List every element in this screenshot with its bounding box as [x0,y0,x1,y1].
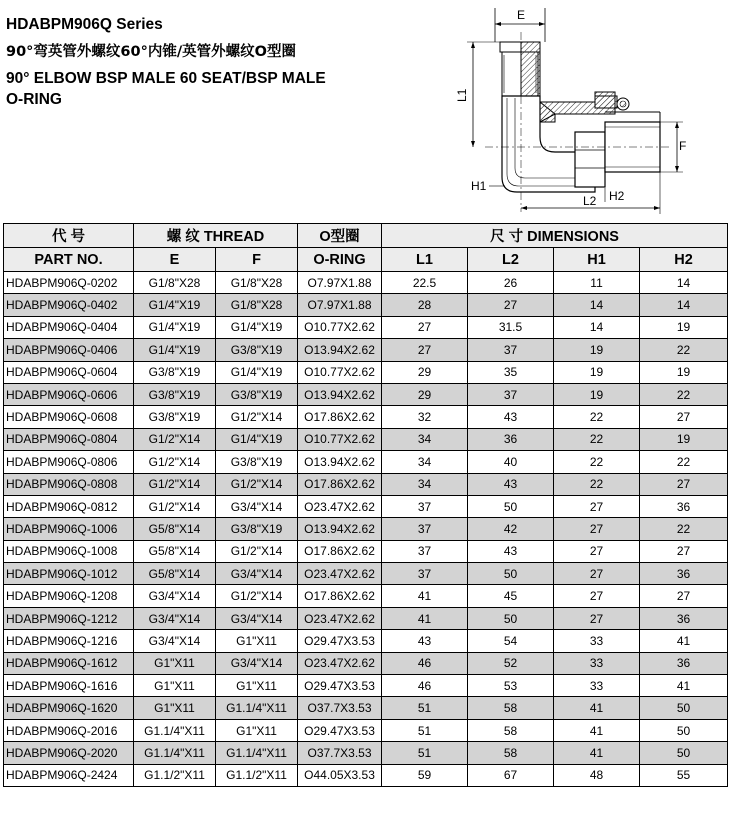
cell-thread-f: G1/8"X28 [216,272,298,294]
cell-h2: 27 [640,473,728,495]
cell-l2: 36 [468,428,554,450]
cell-thread-e: G1/2"X14 [134,473,216,495]
cell-thread-f: G1/2"X14 [216,540,298,562]
cell-part-no: HDABPM906Q-0812 [4,495,134,517]
cell-thread-e: G1/4"X19 [134,316,216,338]
cell-l1: 46 [382,675,468,697]
cell-l1: 22.5 [382,272,468,294]
dim-label-f: F [679,139,687,153]
cell-o-ring: O23.47X2.62 [298,652,382,674]
cell-thread-f: G1.1/2"X11 [216,764,298,786]
cell-h2: 55 [640,764,728,786]
header-h2: H2 [640,248,728,272]
header-row-1 [4,224,728,248]
table-row [4,585,728,607]
cell-l1: 29 [382,361,468,383]
cell-h1: 22 [554,451,640,473]
header-part-cn: 代 号 [4,224,134,248]
table-row [4,316,728,338]
cell-part-no: HDABPM906Q-1006 [4,518,134,540]
cell-part-no: HDABPM906Q-2016 [4,719,134,741]
cell-part-no: HDABPM906Q-0604 [4,361,134,383]
dim-label-h1: H1 [471,179,487,193]
header-e: E [134,248,216,272]
cell-l1: 27 [382,316,468,338]
cell-thread-e: G1.1/4"X11 [134,719,216,741]
cell-o-ring: O7.97X1.88 [298,272,382,294]
header-dimensions: 尺 寸 DIMENSIONS [382,224,728,248]
cell-h2: 22 [640,518,728,540]
cell-h2: 36 [640,563,728,585]
table-row [4,495,728,517]
cell-l2: 35 [468,361,554,383]
cell-part-no: HDABPM906Q-1612 [4,652,134,674]
cell-thread-e: G1.1/4"X11 [134,742,216,764]
cell-thread-f: G1/2"X14 [216,473,298,495]
cell-o-ring: O37.7X3.53 [298,697,382,719]
cell-o-ring: O13.94X2.62 [298,518,382,540]
cell-o-ring: O23.47X2.62 [298,607,382,629]
cell-part-no: HDABPM906Q-1212 [4,607,134,629]
cell-part-no: HDABPM906Q-0608 [4,406,134,428]
cell-thread-e: G1.1/2"X11 [134,764,216,786]
cell-l1: 51 [382,719,468,741]
dim-label-l1: L1 [455,88,469,102]
table-row [4,563,728,585]
cell-h1: 27 [554,585,640,607]
cell-thread-e: G3/4"X14 [134,630,216,652]
cell-l2: 45 [468,585,554,607]
cell-thread-f: G3/8"X19 [216,518,298,540]
cell-thread-e: G1/2"X14 [134,495,216,517]
cell-h2: 22 [640,383,728,405]
table-row [4,540,728,562]
cell-thread-f: G3/8"X19 [216,383,298,405]
cell-h2: 50 [640,697,728,719]
cell-thread-e: G3/4"X14 [134,607,216,629]
cell-thread-f: G3/4"X14 [216,563,298,585]
table-row [4,339,728,361]
cell-l2: 58 [468,719,554,741]
cell-l1: 28 [382,294,468,316]
cell-l2: 58 [468,697,554,719]
cell-thread-e: G3/8"X19 [134,383,216,405]
cell-part-no: HDABPM906Q-0406 [4,339,134,361]
cell-h2: 14 [640,272,728,294]
cell-part-no: HDABPM906Q-0804 [4,428,134,450]
table-row [4,406,728,428]
table-row [4,675,728,697]
cell-o-ring: O7.97X1.88 [298,294,382,316]
cell-thread-f: G1"X11 [216,630,298,652]
table-row [4,451,728,473]
cell-o-ring: O10.77X2.62 [298,316,382,338]
cell-l2: 43 [468,473,554,495]
header-row-2 [4,248,728,272]
cell-h1: 33 [554,652,640,674]
cell-h2: 50 [640,742,728,764]
cell-part-no: HDABPM906Q-2424 [4,764,134,786]
table-row [4,742,728,764]
cell-thread-e: G1/4"X19 [134,339,216,361]
cell-part-no: HDABPM906Q-0404 [4,316,134,338]
cell-h2: 19 [640,428,728,450]
cell-thread-f: G3/4"X14 [216,607,298,629]
cell-thread-e: G5/8"X14 [134,540,216,562]
cell-l1: 37 [382,563,468,585]
cell-thread-f: G1/4"X19 [216,428,298,450]
cell-l2: 50 [468,563,554,585]
cell-h2: 19 [640,361,728,383]
header-part-en: PART NO. [4,248,134,272]
cell-h2: 14 [640,294,728,316]
cell-part-no: HDABPM906Q-0808 [4,473,134,495]
header-oring: O-RING [298,248,382,272]
cell-l1: 51 [382,697,468,719]
dim-label-h2: H2 [609,189,625,203]
cell-h2: 36 [640,495,728,517]
table-body [4,272,728,787]
cell-o-ring: O23.47X2.62 [298,563,382,585]
cell-l2: 52 [468,652,554,674]
cell-part-no: HDABPM906Q-1208 [4,585,134,607]
cell-part-no: HDABPM906Q-0402 [4,294,134,316]
table-row [4,272,728,294]
cell-l1: 29 [382,383,468,405]
cell-l2: 42 [468,518,554,540]
cell-l1: 41 [382,585,468,607]
cell-l2: 50 [468,607,554,629]
cell-part-no: HDABPM906Q-2020 [4,742,134,764]
cell-l1: 34 [382,428,468,450]
cell-l1: 37 [382,540,468,562]
cell-thread-f: G1/4"X19 [216,361,298,383]
cell-h1: 33 [554,630,640,652]
cell-thread-f: G3/4"X14 [216,495,298,517]
cell-h2: 41 [640,630,728,652]
cell-l2: 54 [468,630,554,652]
cell-l2: 27 [468,294,554,316]
cell-thread-e: G3/4"X14 [134,585,216,607]
table-row [4,383,728,405]
cell-h2: 41 [640,675,728,697]
header-l1: L1 [382,248,468,272]
cell-o-ring: O17.86X2.62 [298,406,382,428]
cell-o-ring: O29.47X3.53 [298,630,382,652]
cell-h2: 36 [640,652,728,674]
cell-thread-f: G3/4"X14 [216,652,298,674]
cell-h1: 19 [554,383,640,405]
cell-h1: 41 [554,742,640,764]
cell-h1: 27 [554,540,640,562]
cell-l2: 40 [468,451,554,473]
table-row [4,294,728,316]
cell-h2: 27 [640,540,728,562]
cell-h1: 14 [554,294,640,316]
cell-thread-e: G1"X11 [134,697,216,719]
cell-l2: 43 [468,540,554,562]
dim-label-e: E [517,8,526,22]
cell-part-no: HDABPM906Q-0806 [4,451,134,473]
table-row [4,607,728,629]
cell-h1: 27 [554,495,640,517]
cell-l2: 50 [468,495,554,517]
cell-thread-f: G1/8"X28 [216,294,298,316]
cell-o-ring: O10.77X2.62 [298,428,382,450]
cell-l1: 43 [382,630,468,652]
header-h1: H1 [554,248,640,272]
cell-h2: 27 [640,585,728,607]
cell-part-no: HDABPM906Q-1616 [4,675,134,697]
header-oring-cn: O型圈 [298,224,382,248]
cell-h1: 19 [554,361,640,383]
cell-o-ring: O13.94X2.62 [298,339,382,361]
cell-thread-f: G1"X11 [216,675,298,697]
cell-l1: 34 [382,473,468,495]
cell-thread-e: G1"X11 [134,652,216,674]
cell-l2: 58 [468,742,554,764]
cell-o-ring: O17.86X2.62 [298,473,382,495]
series-title: HDABPM906Q Series [6,16,163,33]
cell-h1: 41 [554,719,640,741]
cell-o-ring: O29.47X3.53 [298,719,382,741]
cell-o-ring: O29.47X3.53 [298,675,382,697]
cell-o-ring: O37.7X3.53 [298,742,382,764]
cell-part-no: HDABPM906Q-1012 [4,563,134,585]
cell-h1: 22 [554,406,640,428]
cell-thread-e: G3/8"X19 [134,361,216,383]
dim-label-l2: L2 [583,194,597,208]
cell-l1: 27 [382,339,468,361]
cell-h1: 22 [554,473,640,495]
cell-part-no: HDABPM906Q-1008 [4,540,134,562]
english-title-line1: 90° ELBOW BSP MALE 60 SEAT/BSP MALE [6,70,326,87]
header-l2: L2 [468,248,554,272]
cell-part-no: HDABPM906Q-1620 [4,697,134,719]
cell-l1: 41 [382,607,468,629]
table-row [4,428,728,450]
cell-l2: 37 [468,383,554,405]
cell-l2: 37 [468,339,554,361]
cell-h1: 27 [554,563,640,585]
cell-thread-f: G1/2"X14 [216,585,298,607]
cell-h1: 33 [554,675,640,697]
cell-h2: 22 [640,339,728,361]
cell-l1: 46 [382,652,468,674]
cell-l1: 37 [382,518,468,540]
cell-o-ring: O23.47X2.62 [298,495,382,517]
cell-o-ring: O17.86X2.62 [298,585,382,607]
cell-o-ring: O13.94X2.62 [298,383,382,405]
cell-part-no: HDABPM906Q-0606 [4,383,134,405]
cell-h1: 22 [554,428,640,450]
cell-thread-f: G3/8"X19 [216,451,298,473]
cell-h2: 50 [640,719,728,741]
english-title-line2: O-RING [6,91,62,108]
cell-thread-f: G1.1/4"X11 [216,697,298,719]
table-row [4,361,728,383]
cell-l1: 32 [382,406,468,428]
table-row [4,473,728,495]
cell-part-no: HDABPM906Q-0202 [4,272,134,294]
cell-h1: 14 [554,316,640,338]
table-row [4,652,728,674]
cell-o-ring: O10.77X2.62 [298,361,382,383]
cell-thread-e: G1"X11 [134,675,216,697]
cell-thread-e: G1/2"X14 [134,428,216,450]
header-f: F [216,248,298,272]
cell-l2: 31.5 [468,316,554,338]
cell-h1: 19 [554,339,640,361]
cell-thread-f: G3/8"X19 [216,339,298,361]
cell-part-no: HDABPM906Q-1216 [4,630,134,652]
elbow-fitting-drawing [455,2,725,217]
cell-l1: 51 [382,742,468,764]
cell-o-ring: O44.05X3.53 [298,764,382,786]
cell-h1: 11 [554,272,640,294]
cell-h2: 22 [640,451,728,473]
cell-o-ring: O13.94X2.62 [298,451,382,473]
cell-thread-e: G1/2"X14 [134,451,216,473]
cell-l1: 59 [382,764,468,786]
cell-thread-e: G1/4"X19 [134,294,216,316]
table-row [4,764,728,786]
chinese-title: 90°弯英管外螺纹60°内锥/英管外螺纹O型圈 [6,44,296,60]
cell-l2: 26 [468,272,554,294]
cell-h2: 36 [640,607,728,629]
cell-l2: 67 [468,764,554,786]
table-row [4,719,728,741]
cell-thread-e: G5/8"X14 [134,563,216,585]
cell-thread-f: G1"X11 [216,719,298,741]
cell-h2: 27 [640,406,728,428]
cell-thread-f: G1/2"X14 [216,406,298,428]
cell-thread-f: G1/4"X19 [216,316,298,338]
table-row [4,518,728,540]
dimensions-table [3,223,728,787]
cell-thread-e: G3/8"X19 [134,406,216,428]
cell-h1: 27 [554,518,640,540]
cell-thread-e: G5/8"X14 [134,518,216,540]
cell-l1: 37 [382,495,468,517]
cell-thread-f: G1.1/4"X11 [216,742,298,764]
cell-h1: 41 [554,697,640,719]
cell-l1: 34 [382,451,468,473]
table-row [4,697,728,719]
cell-h1: 48 [554,764,640,786]
cell-h2: 19 [640,316,728,338]
table-row [4,630,728,652]
cell-l2: 43 [468,406,554,428]
cell-h1: 27 [554,607,640,629]
header-thread: 螺 纹 THREAD [134,224,298,248]
cell-o-ring: O17.86X2.62 [298,540,382,562]
cell-thread-e: G1/8"X28 [134,272,216,294]
cell-l2: 53 [468,675,554,697]
